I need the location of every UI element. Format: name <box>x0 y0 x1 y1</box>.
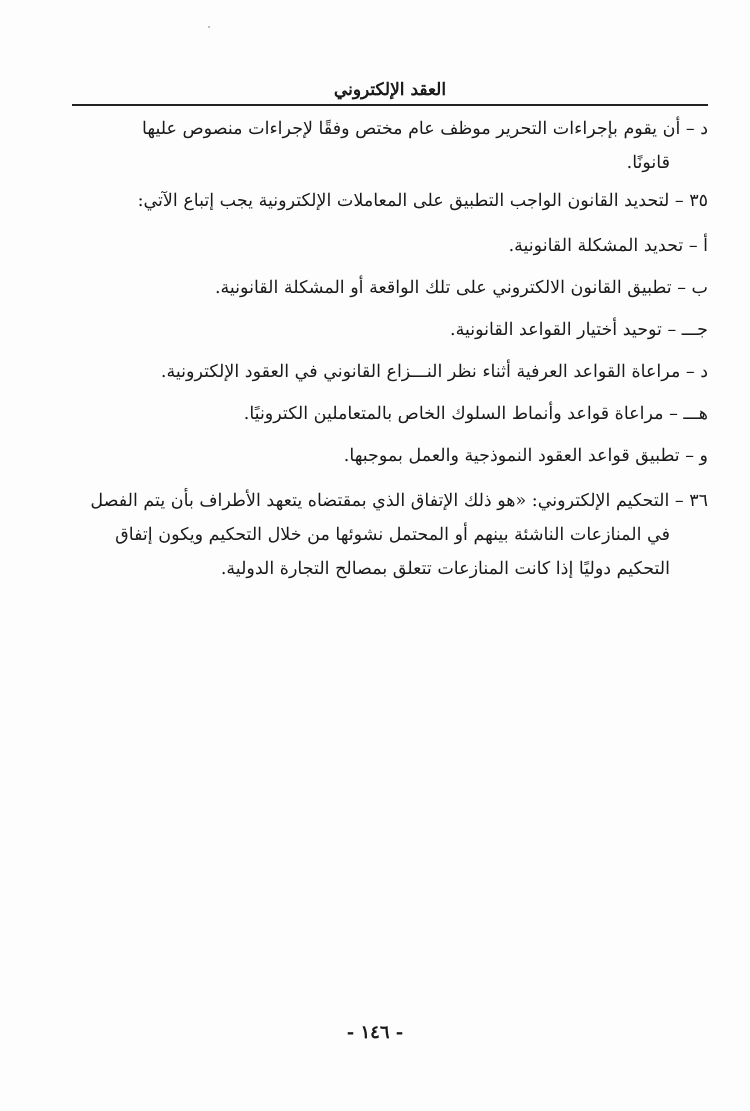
page-number: - ١٤٦ - <box>346 1022 404 1043</box>
item-d-line-1: د – أن يقوم بإجراءات التحرير موظف عام مختص وفقًا لإجراءات منصوص عليها <box>142 119 708 139</box>
note-35-item-c: جـــ – توحيد أختيار القواعد القانونية. <box>450 320 708 340</box>
note-35-item-f: و – تطبيق قواعد العقود النموذجية والعمل بموجبها. <box>343 446 708 466</box>
note-35-item-b: ب – تطبيق القانون الالكتروني على تلك الواقعة أو المشكلة القانونية. <box>214 278 708 298</box>
note-36-paragraph <box>68 484 708 586</box>
item-d-paragraph <box>68 112 708 180</box>
note-35-intro: ٣٥ – لتحديد القانون الواجب التطبيق على المعاملات الإلكترونية يجب إتباع الآتي: <box>137 191 708 211</box>
scan-speck <box>208 26 210 28</box>
note-36-line-3: التحكيم دوليًا إذا كانت المنازعات تتعلق بمصالح التجارة الدولية. <box>220 559 670 579</box>
note-35-item-a: أ – تحديد المشكلة القانونية. <box>508 236 708 256</box>
note-35-item-d: د – مراعاة القواعد العرفية أثناء نظر النـــزاع القانوني في العقود الإلكترونية. <box>160 362 708 382</box>
note-36-line-1: ٣٦ – التحكيم الإلكتروني: «هو ذلك الإتفاق الذي بمقتضاه يتعهد الأطراف بأن يتم الفصل <box>90 491 708 511</box>
note-35-item-e: هـــ – مراعاة قواعد وأنماط السلوك الخاص بالمتعاملين الكترونيًا. <box>243 404 708 424</box>
running-header: العقد الإلكتروني <box>333 80 447 100</box>
note-35-items <box>108 229 708 473</box>
item-d-line-2: قانونًا. <box>626 153 670 173</box>
note-36-line-2: في المنازعات الناشئة بينهم أو المحتمل نشوئها من خلال التحكيم ويكون إتفاق <box>115 525 670 545</box>
header-rule <box>72 104 708 106</box>
